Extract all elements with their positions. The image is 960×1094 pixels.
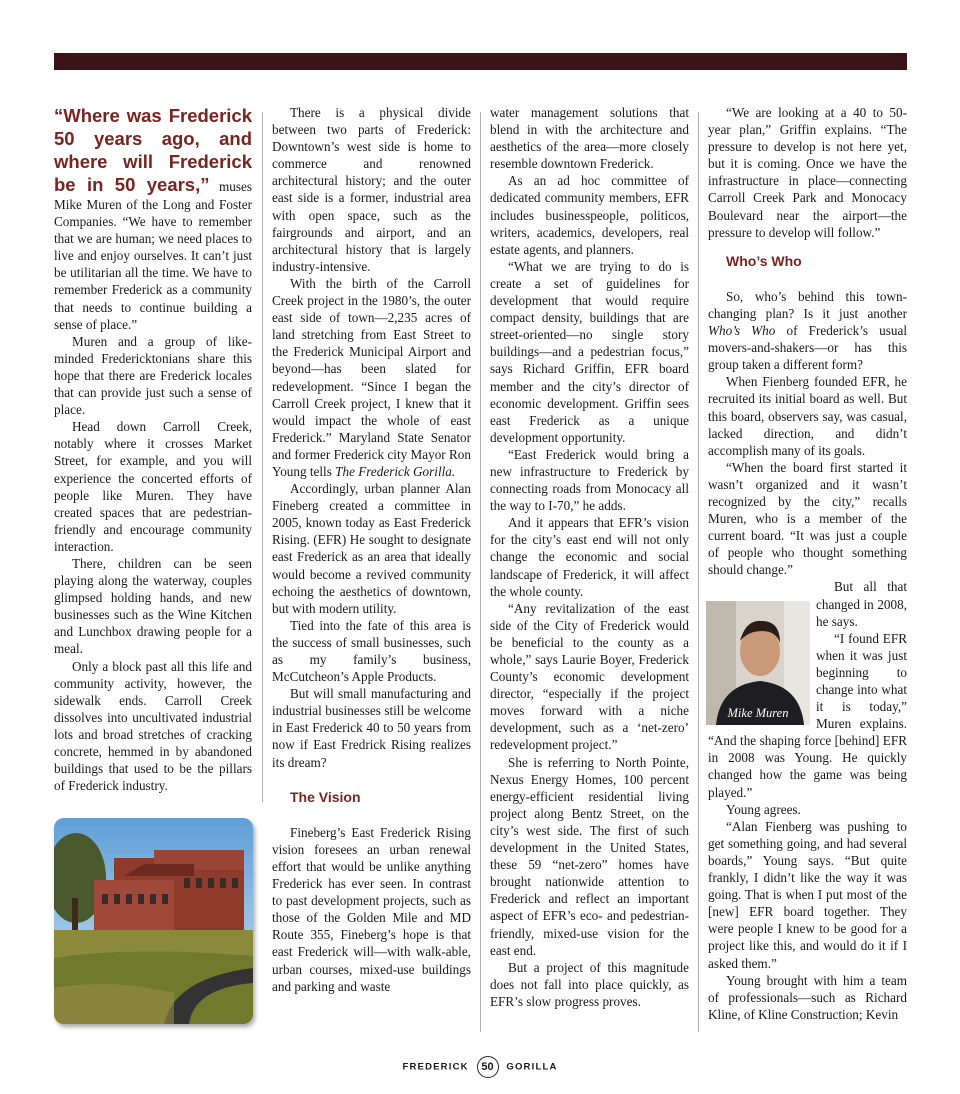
body-text: With the birth of the Carroll Creek project in the 1980’s, the outer east side of town—2,235 acres of land stretching from East Street to the Frederick Municipal Airport and beyond—has been slated for redevelopment. “Since I began the Carroll Creek project, I knew that it would impact the whole of east Frederick.” Maryland State Senator and former Frederick city Mayor Ron Young tells	[272, 275, 471, 479]
body-paragraph: Only a block past all this life and community activity, however, the sidewalk ends. Carroll Creek dissolves into uncultivated industrial lots and broad stretches of cracking concrete, hemmed in by abandoned buildings that used to be the pillars of Frederick industry.	[54, 658, 252, 794]
article-column-1	[54, 104, 252, 794]
footer-masthead-left: FREDERICK	[402, 1061, 469, 1073]
pull-quote: “Where was Frederick 50 years ago, and where will Frederick be in 50 years,”	[54, 105, 252, 195]
body-paragraph: When Fienberg founded EFR, he recruited its initial board as well. But this board, observers say, was casual, lacked direction, and didn’t accomplish many of its goals.	[708, 374, 907, 458]
industrial-buildings-photo	[54, 818, 253, 1024]
body-paragraph: But a project of this magnitude does not fall into place quickly, as EFR’s slow progress proves.	[490, 959, 689, 1009]
section-heading-whos-who: Who’s Who	[726, 252, 802, 269]
body-paragraph: There, children can be seen playing along the waterway, couples glimpsed holding hands, and new businesses such as the Wine Kitchen and Lunchbox drawing people for a meal.	[54, 555, 252, 657]
page-footer	[0, 1056, 960, 1078]
body-paragraph: Young brought with him a team of professionals—such as Richard Kline, of Kline Construction; Kevin	[708, 972, 907, 1022]
body-paragraph: Fineberg’s East Frederick Rising vision foresees an urban renewal effort that would be unlike anything Frederick has ever seen. In contrast to past development projects, such as those of the Golden Mile and MD Route 355, Fineberg’s hope is that east Frederick will—with walk-able, urban courses, mixed-use buildings and parking and waste	[272, 824, 471, 994]
body-paragraph: “I found EFR when it was just beginning to change into what it is today,” Muren explains. “And the shaping force [behind] EFR in 2008 was Young. He quickly changed how the game was being played.”	[708, 630, 907, 800]
body-paragraph: Muren and a group of like-minded Fredericktonians share this hope that there are Frederick locales that can provide just such a sense of place.	[54, 333, 252, 418]
body-text: of Frederick’s usual movers-and-shakers—or has this group taken a different form?	[708, 323, 907, 373]
body-paragraph: And it appears that EFR’s vision for the city’s east end will not only change the economic and social landscape of Frederick, it will affect the whole county.	[490, 515, 689, 599]
body-paragraph	[708, 288, 907, 373]
body-text: muses Mike Muren of the Long and Foster Companies. “We have to remember that we are human; we need places to live and enjoy ourselves. It can’t just be utilitarian all the time. We have to remember Frederick as a community that needs to continue building a sense of place.”	[54, 179, 253, 332]
body-paragraph: She is referring to North Pointe, Nexus Energy Homes, 100 percent energy-efficient residential living project along Bentz Street, on the city’s west side. The first of such development in the United States, these 59 “net-zero” homes have brought nationwide attention to Frederick and reflect an important aspect of EFR’s eco- and pedestrian-friendly, mixed-use vision for the east end.	[490, 754, 689, 958]
publication-name: The Frederick Gorilla.	[335, 463, 456, 479]
body-paragraph: There is a physical divide between two parts of Frederick: Downtown’s west side is home to commerce and renowned architectural history; and the outer east side is a former, industrial area with open space, such as the fairgrounds and airport, and an architectural history that is largely industry-intensive.	[272, 105, 471, 274]
body-paragraph: But all that changed in 2008, he says.	[816, 579, 907, 629]
body-paragraph: Young agrees.	[726, 801, 801, 817]
column-divider	[480, 112, 481, 1032]
column-divider	[262, 112, 263, 802]
body-paragraph: “When the board first started it wasn’t organized and it wasn’t recognized by the city,” recalls Muren, who is a member of the current board. “It was just a couple of people who thought something should change.”	[708, 459, 907, 578]
footer-masthead-right: GORILLA	[506, 1061, 558, 1073]
body-paragraph: “East Frederick would bring a new infrastructure to Frederick by connecting roads from Monocacy all the way to I-70,” he adds.	[490, 446, 689, 514]
body-paragraph: Head down Carroll Creek, notably where it crosses Market Street, for example, and you will experience the concerted efforts of people like Muren. They have created spaces that are pedestrian-friendly and encourage community interaction.	[54, 419, 252, 554]
article-column-3	[490, 104, 689, 1010]
body-paragraph	[272, 275, 471, 480]
header-bar	[54, 53, 907, 70]
article-column-4	[708, 104, 907, 1023]
body-text: So, who’s behind this town-changing plan? Is it just another	[708, 288, 907, 321]
italic-phrase: Who’s Who	[708, 323, 776, 339]
body-paragraph: water management solutions that blend in with the architecture and aesthetics of the area—more closely resemble downtown Frederick.	[490, 105, 689, 172]
body-paragraph: Accordingly, urban planner Alan Fineberg created a committee in 2005, known today as East Frederick Rising. (EFR) He sought to designate east Frederick as an area that ideally would become a revived community echoing the aesthetics of downtown, but with modern utility.	[272, 481, 471, 616]
photo-caption: Mike Muren	[727, 706, 789, 720]
body-paragraph: “We are looking at a 40 to 50-year plan,” Griffin explains. “The pressure to develop is not here yet, but it is coming. Once we have the infrastructure in place—connecting Carroll Creek Park and Monocacy Boulevard near the airport—the pressure to develop will follow.”	[708, 105, 907, 240]
body-paragraph: But will small manufacturing and industrial businesses still be welcome in East Frederick 40 to 50 years from now if East Fredrick Rising realizes its dream?	[272, 686, 471, 770]
body-paragraph: “Alan Fienberg was pushing to get something going, and had several boards,” Young says. “But quite frankly, I didn’t like the way it was going. That is when I put most of the [new] EFR board together. They were people I knew to be good for a project like this, and would do it if I asked them.”	[708, 818, 907, 971]
body-paragraph: Tied into the fate of this area is the success of small businesses, such as my family’s business, McCutcheon’s Apple Products.	[272, 617, 471, 685]
body-paragraph: “Any revitalization of the east side of the City of Frederick would be beneficial to the county as a whole,” says Laurie Boyer, Frederick County’s economic development director, “especially if the project moves forward with a niche development, such as a ‘net-zero’ redevelopment project.”	[490, 600, 689, 753]
column-divider	[698, 112, 699, 1032]
page-number: 50	[477, 1056, 499, 1078]
mike-muren-portrait	[706, 601, 810, 725]
body-paragraph: As an ad hoc committee of dedicated community members, EFR includes businesspeople, politicos, writers, academics, developers, real estate agents, and planners.	[490, 173, 689, 257]
article-column-2	[272, 104, 471, 995]
body-paragraph: “What we are trying to do is create a set of guidelines for development that would require compact density, buildings that are street-oriented—no single story buildings—and a pedestrian focus,” says Richard Griffin, EFR board member and the city’s director of economic development. Griffin sees east Frederick as a unique development opportunity.	[490, 258, 689, 445]
pull-quote-paragraph	[54, 104, 252, 333]
section-heading-the-vision: The Vision	[290, 788, 361, 805]
